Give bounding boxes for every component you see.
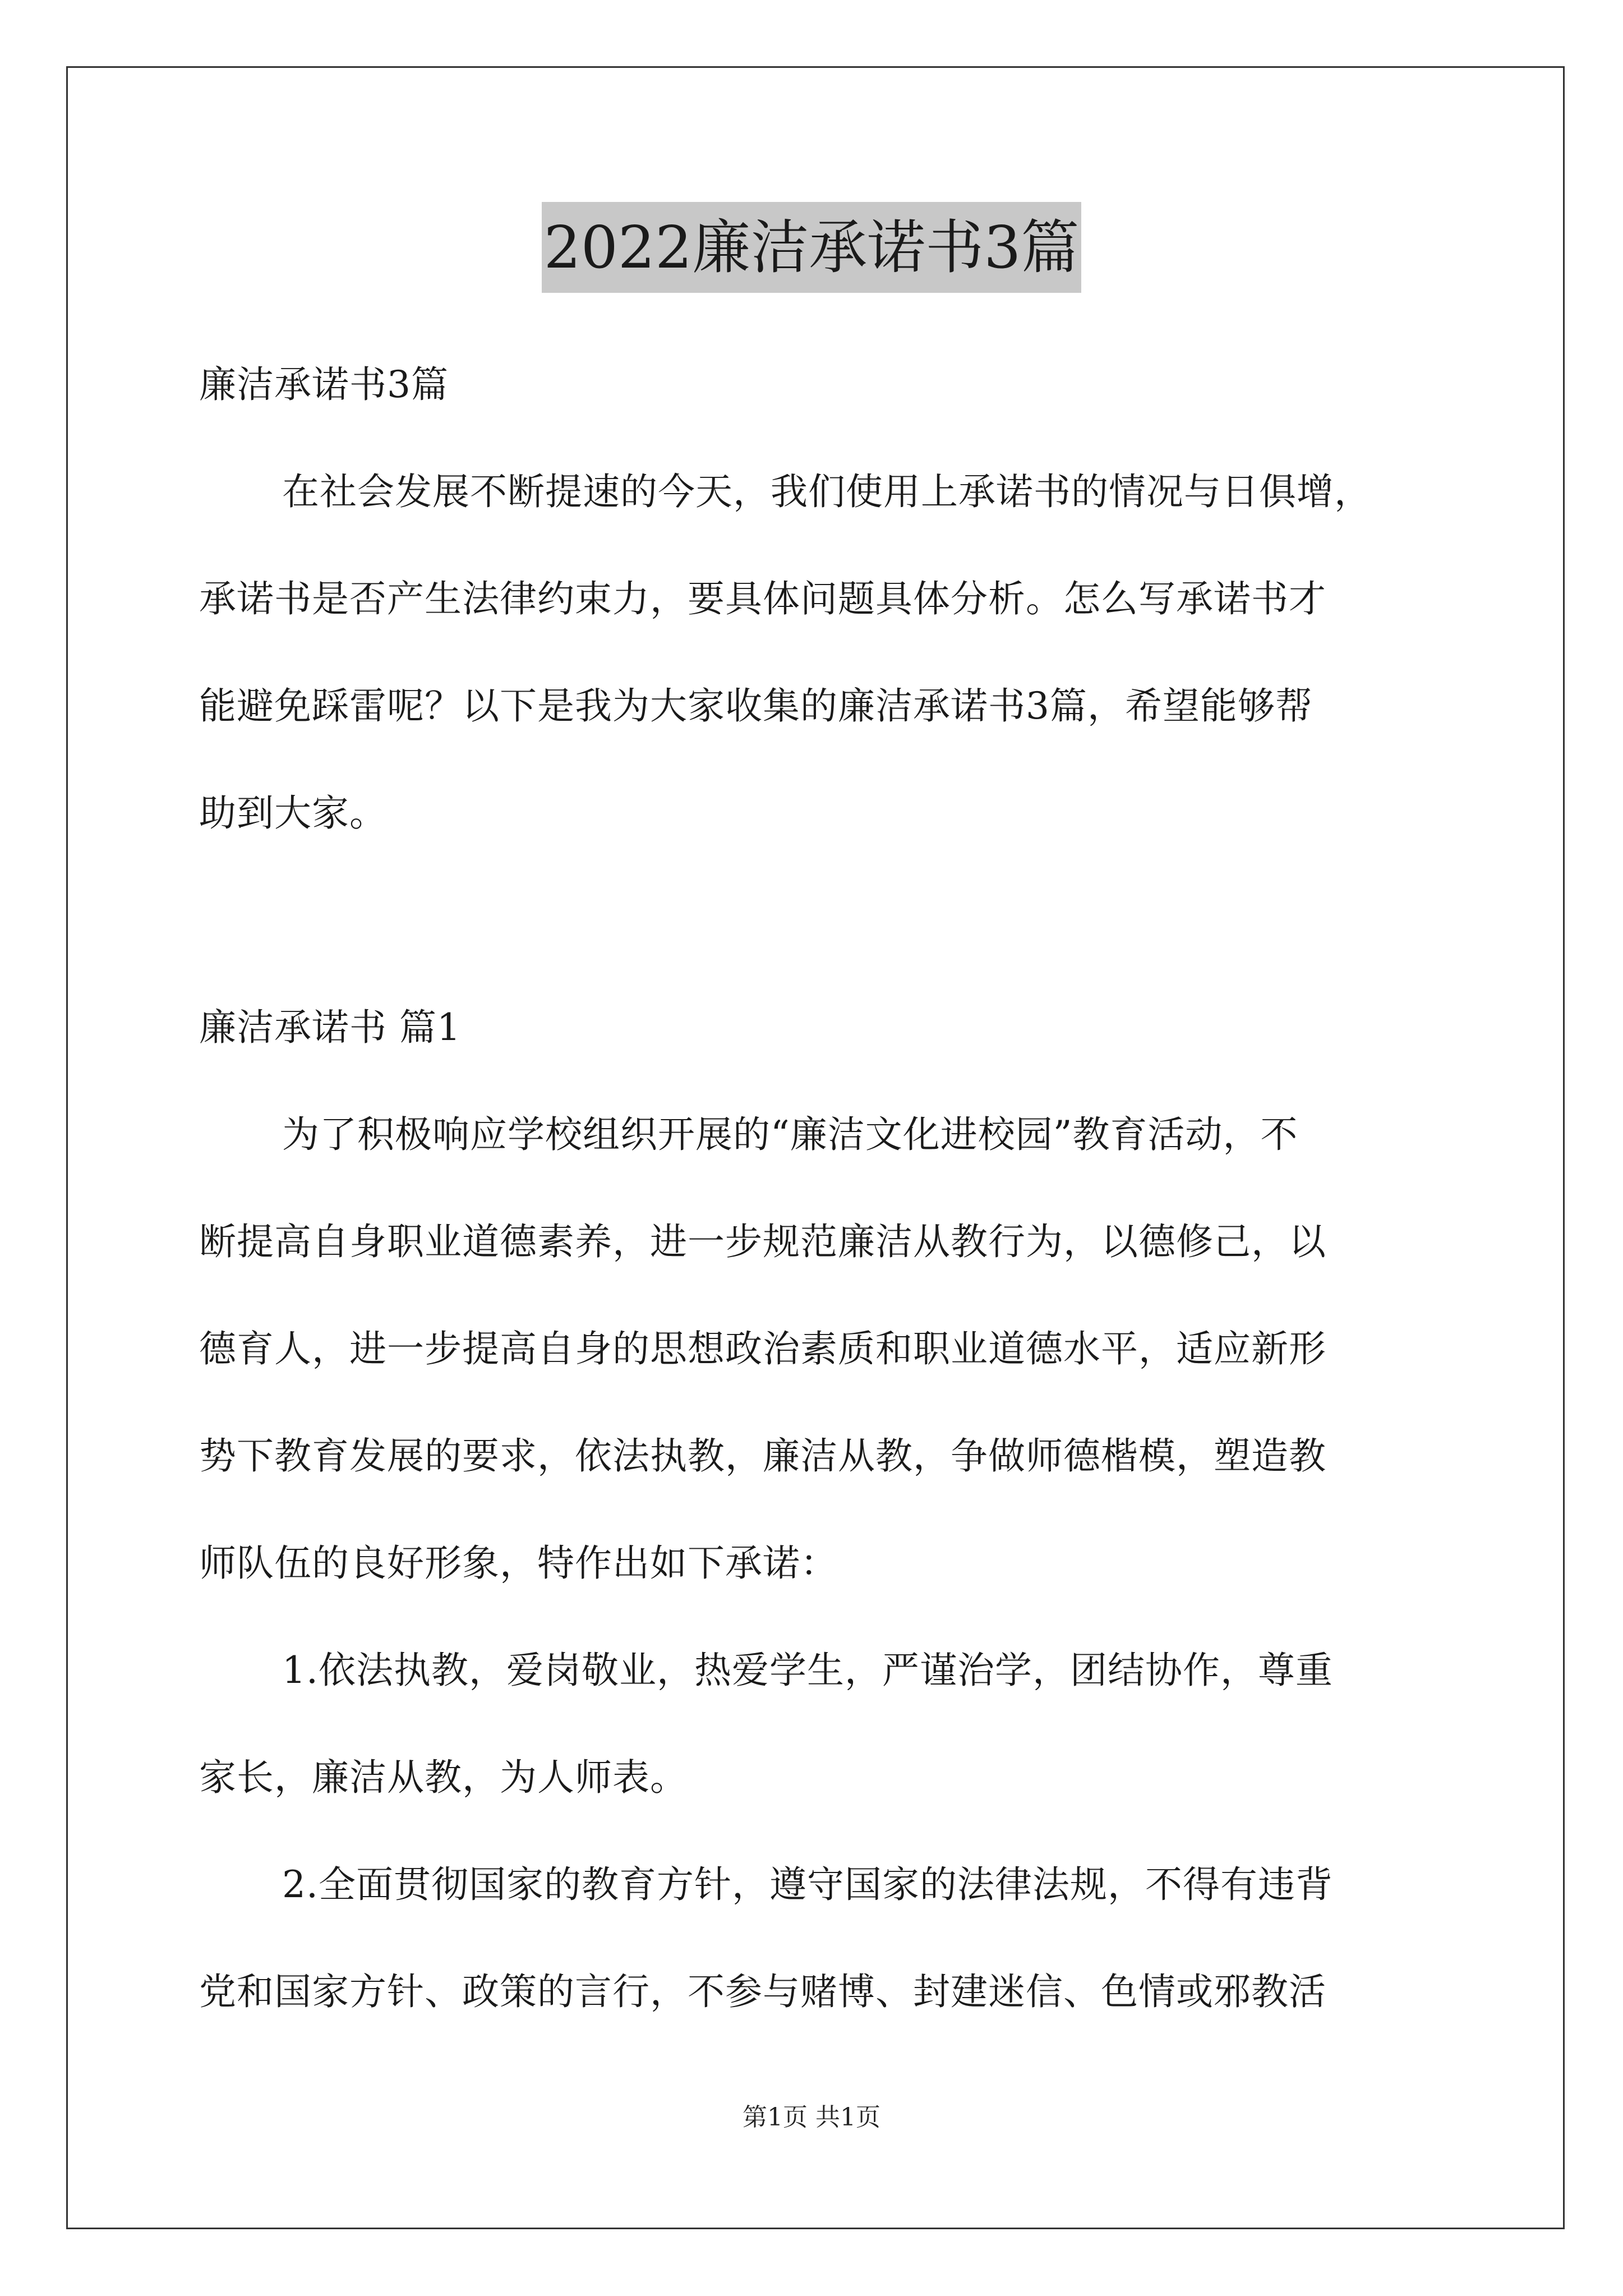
document-title: 2022廉洁承诺书3篇 — [542, 202, 1082, 293]
paragraph-line: 德育人，进一步提高自身的思想政治素质和职业道德水平，适应新形 — [199, 1327, 1326, 1370]
paragraph-line: 1.依法执教，爱岗敬业，热爱学生，严谨治学，团结协作，尊重 — [282, 1649, 1333, 1692]
blank-line — [199, 867, 1433, 974]
paragraph-line: 家长，廉洁从教，为人师表。 — [199, 1756, 688, 1799]
page-footer: 第1页 共1页 — [743, 2103, 880, 2132]
paragraph-line: 承诺书是否产生法律约束力，要具体问题具体分析。怎么写承诺书才 — [199, 577, 1326, 620]
paragraph-line: 断提高自身职业道德素养，进一步规范廉洁从教行为，以德修己，以 — [199, 1220, 1326, 1263]
paragraph-line: 师队伍的良好形象，特作出如下承诺： — [199, 1542, 838, 1585]
paragraph-line: 势下教育发展的要求，依法执教，廉洁从教，争做师德楷模，塑造教 — [199, 1434, 1326, 1478]
paragraph-line: 为了积极响应学校组织开展的“廉洁文化进校园”教育活动，不 — [282, 1113, 1298, 1156]
paragraph-line: 2.全面贯彻国家的教育方针，遵守国家的法律法规，不得有违背 — [282, 1863, 1333, 1906]
section-heading: 廉洁承诺书 篇1 — [199, 1006, 461, 1049]
subtitle-line: 廉洁承诺书3篇 — [199, 363, 449, 406]
paragraph-line: 在社会发展不断提速的今天，我们使用上承诺书的情况与日俱增， — [282, 470, 1372, 513]
paragraph-line: 党和国家方针、政策的言行，不参与赌博、封建迷信、色情或邪教活 — [199, 1970, 1326, 2013]
paragraph-line: 能避免踩雷呢？以下是我为大家收集的廉洁承诺书3篇，希望能够帮 — [199, 684, 1313, 728]
document-body — [199, 331, 1433, 2045]
paragraph-line: 助到大家。 — [199, 792, 387, 835]
title-container — [0, 202, 1623, 293]
